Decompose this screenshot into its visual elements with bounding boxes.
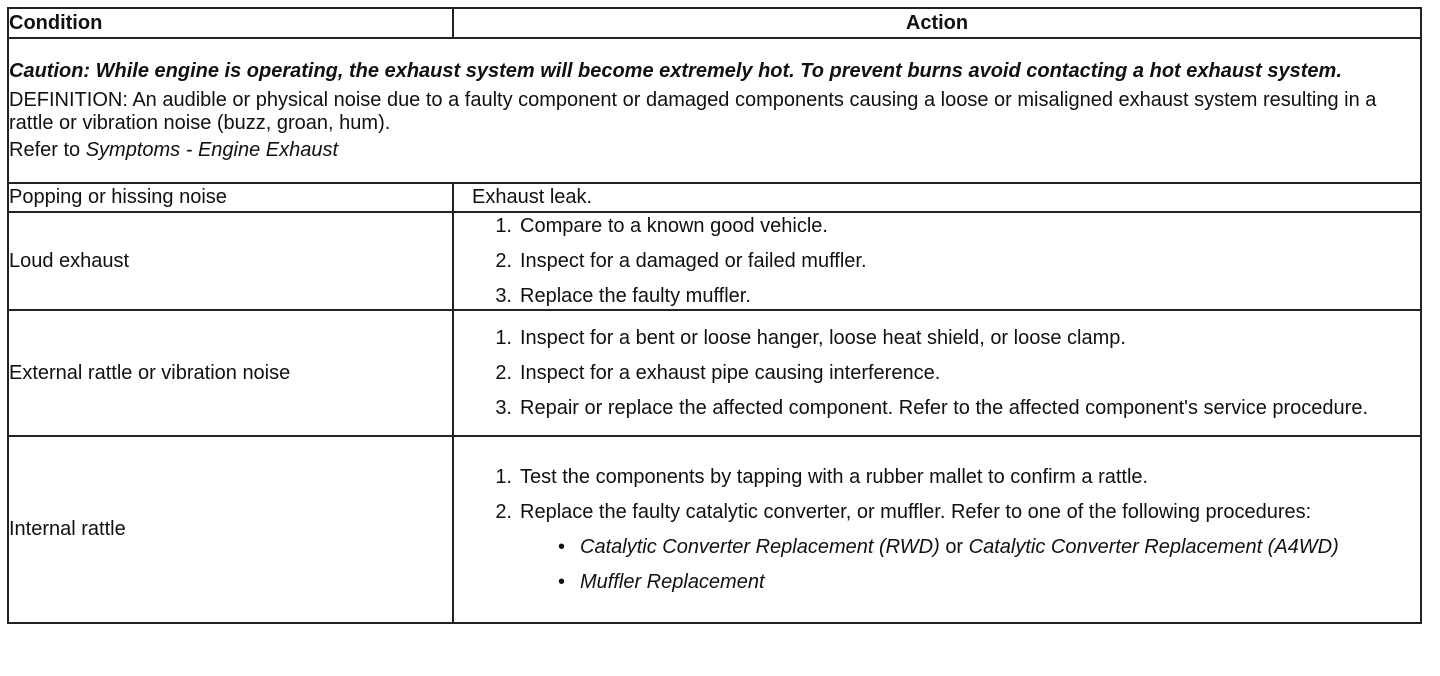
step-number: 1. [495,465,512,488]
step-text: Inspect for a exhaust pipe causing interference. [520,361,941,384]
refer-prefix: Refer to [9,138,81,161]
refer-line [9,139,1420,162]
header-row [8,8,1421,38]
list-item [558,536,1420,559]
condition-cell: Loud exhaust [8,212,453,310]
list-item [454,501,1420,594]
step-text: Replace the faulty muffler. [520,284,751,307]
action-cell [453,310,1421,436]
reference-text [580,536,1339,559]
step-list [454,215,1420,308]
definition-text: DEFINITION: An audible or physical noise due to a faulty component or damaged components causing a loose or misaligned exhaust system resulting in a rattle or vibration noise (buzz, groan, hum). [9,88,1377,134]
action-cell [453,436,1421,623]
step-text: Replace the faulty catalytic converter, or muffler. Refer to one of the following procedures: [520,500,1312,523]
procedure-reference-list [520,536,1420,594]
caution-text: Caution: While engine is operating, the exhaust system will become extremely hot. To prevent burns avoid contacting a hot exhaust system. [9,59,1342,82]
condition-cell: External rattle or vibration noise [8,310,453,436]
step-number: 2. [495,500,512,523]
step-text: Compare to a known good vehicle. [520,214,828,237]
condition-header: Condition [8,8,453,38]
step-text: Inspect for a damaged or failed muffler. [520,249,867,272]
intro-row [8,38,1421,183]
diagnostic-table [7,7,1422,624]
diagnostic-table-wrapper [7,7,1422,624]
step-text: Repair or replace the affected component. Refer to the affected component's service procedure. [520,396,1369,419]
refer-link[interactable]: Symptoms - Engine Exhaust [85,138,339,161]
step-number: 1. [495,326,512,349]
catalytic-converter-rwd-link[interactable]: Catalytic Converter Replacement (RWD) [580,535,940,558]
table-row [8,310,1421,436]
action-text: Exhaust leak. [472,186,593,208]
step-number: 3. [495,284,512,307]
catalytic-converter-a4wd-link[interactable]: Catalytic Converter Replacement (A4WD) [968,535,1339,558]
step-number: 2. [495,361,512,384]
muffler-replacement-link[interactable]: Muffler Replacement [580,570,765,593]
list-item [558,571,1420,594]
list-item [454,327,1420,350]
step-text-wrapper [520,501,1420,594]
list-item [454,362,1420,385]
bullet-icon: • [558,535,566,558]
bullet-icon: • [558,570,566,593]
intro-cell [8,38,1421,183]
step-list [454,327,1420,420]
table-row [8,436,1421,623]
condition-cell: Popping or hissing noise [8,183,453,212]
step-text: Test the components by tapping with a rubber mallet to confirm a rattle. [520,465,1149,488]
step-number: 2. [495,249,512,272]
list-item [454,466,1420,489]
list-item [454,397,1420,420]
table-row [8,183,1421,212]
step-number: 3. [495,396,512,419]
step-text: Inspect for a bent or loose hanger, loose heat shield, or loose clamp. [520,326,1126,349]
action-cell [453,183,1421,212]
condition-cell: Internal rattle [8,436,453,623]
action-cell [453,212,1421,310]
step-list [454,466,1420,594]
list-item [454,215,1420,238]
action-header: Action [453,8,1421,38]
table-row [8,212,1421,310]
list-item [454,285,1420,308]
or-text: or [945,535,964,558]
list-item [454,250,1420,273]
step-number: 1. [495,214,512,237]
